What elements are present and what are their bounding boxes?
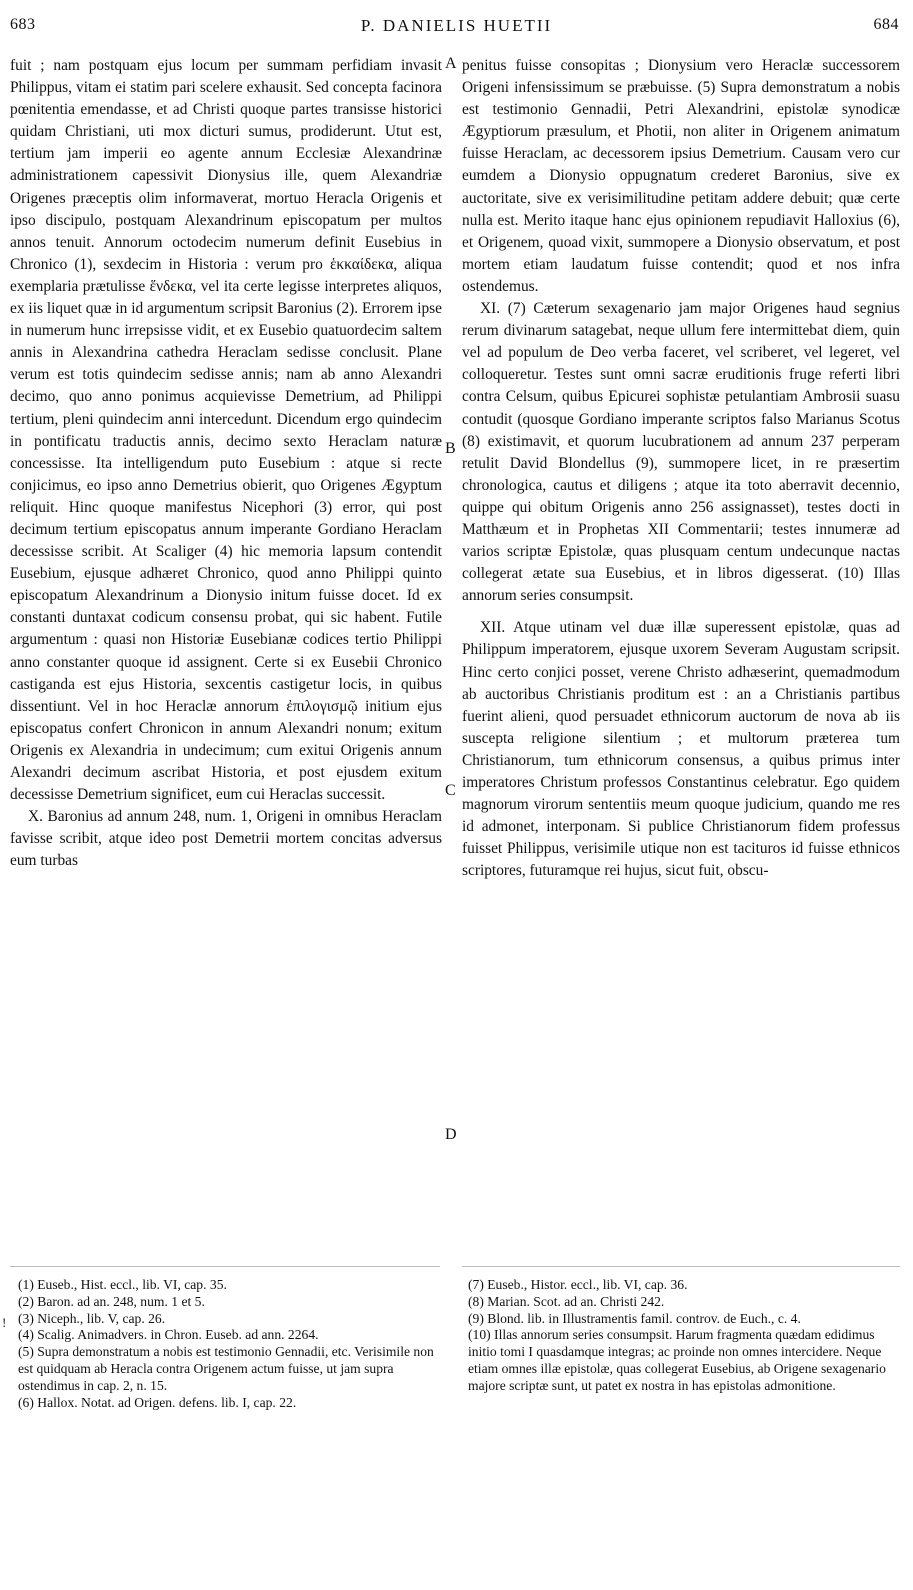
- left-paragraph-2: X. Baronius ad annum 248, num. 1, Origeni in omnibus Heraclam favisse scribit, atque ideo post Demetrii mortem concitas adversus eum turbas: [10, 808, 442, 870]
- section-marker-a: A: [445, 55, 457, 72]
- footnote-item: (1) Euseb., Hist. eccl., lib. VI, cap. 35.: [18, 1277, 227, 1292]
- footnote-item: (10) Illas annorum series consumpsit. Harum fragmenta quædam edidimus initio tomi I quasdamque integras; ac proinde non omnes intercidere. Neque etiam omnes illæ epistolæ, quas collegerat Eusebius, ab Origene sexagenario majore scriptæ sunt, ut patet ex nostra in has epistolas admonitione.: [468, 1327, 886, 1393]
- section-marker-c: C: [445, 782, 456, 799]
- footnote-item: (4) Scalig. Animadvers. in Chron. Euseb. ad ann. 2264.: [18, 1327, 319, 1343]
- margin-mark: !: [2, 1315, 7, 1330]
- footnote-item: (9) Blond. lib. in Illustramentis famil. controv. de Euch., c. 4.: [468, 1310, 801, 1326]
- section-marker-b: B: [445, 440, 456, 457]
- page-number-right: 684: [873, 16, 899, 33]
- footnote-item: (6) Hallox. Notat. ad Origen. defens. lib. I, cap. 22.: [18, 1394, 297, 1410]
- footnote-rule-left: [10, 1266, 440, 1267]
- running-title: P. DANIELIS HUETII: [360, 16, 553, 35]
- footnote-item: (7) Euseb., Histor. eccl., lib. VI, cap. 36.: [468, 1277, 688, 1292]
- footnote-item: (3) Niceph., lib. V, cap. 26.: [18, 1310, 166, 1326]
- footnotes-left: [18, 1277, 438, 1411]
- left-column: [10, 55, 442, 872]
- footnote-item: (2) Baron. ad an. 248, num. 1 et 5.: [18, 1293, 205, 1309]
- right-paragraph-3: XII. Atque utinam vel duæ illæ superessent epistolæ, quas ad Philippum imperatorem, ejusque uxorem Severam Augustam scripsit. Hinc certo conjici posset, verene Christo adhæserint, quemadmodum ab auctoribus Christianis proditum est : an a Christianis partibus fuerint alieni, quod persuadet ethnicorum auctorum de nova ab iis suscepta religione silentium ; et multorum præterea tum Christianorum, tum ethnicorum consensus, a quibus primus inter imperatores Christum professos Constantinus celebratur. Ego quidem magnorum virorum sententiis meum quoque judicium, quando me res id admonet, interponam. Si publice Christianorum fidem professus fuisset Philippus, verisimile utique non est tacituros id fuisse ethnicos scriptores, futuramque rei hujus, sicut fuit, obscu-: [462, 619, 900, 880]
- page-number-left: 683: [10, 16, 36, 33]
- footnote-item: (5) Supra demonstratum a nobis est testimonio Gennadii, etc. Verisimile non est quidquam ab Heracla contra Origenem actum fuisse, ut jam supra ostendimus in cap. 2, n. 15.: [18, 1344, 434, 1393]
- footnote-item: (8) Marian. Scot. ad an. Christi 242.: [468, 1293, 665, 1309]
- right-paragraph-1: penitus fuisse consopitas ; Dionysium vero Heraclæ successorem Origeni infensissimum se præbuisse. (5) Supra demonstratum a nobis est testimonio Gennadii, Petri Alexandrini, epistolæ synodicæ Ægyptiorum præsulum, et Photii, non aliter in Origenem animatum fuisse Heraclam, ac decessorem ipsius Demetrium. Causam vero cur eumdem a Dionysio oppugnatum crederet Baronius, sive ex auctoritate, sive ex verisimilitudine petitam addere debuit; quæ certe nulla est. Merito itaque hanc ejus opinionem repudiavit Halloxius (6), et Origenem, quoad vixit, summopere a Dionysio observatum, et post mortem etiam laudatum fuisse contendit; quod et nos infra ostendemus.: [462, 57, 900, 295]
- footnotes-right: [468, 1277, 900, 1395]
- footnote-rule-right: [462, 1266, 900, 1267]
- right-column: [462, 55, 900, 882]
- left-paragraph-1: fuit ; nam postquam ejus locum per summam perfidiam invasit Philippus, vitam ei statim pari scelere exhausit. Sed concepta facinora pœnitentia emendasse, et ad Christi quoque partes transisse historici quidam Christiani, uti mox dicturi sumus, prodiderunt. Utut est, tertium jam imperii eo agente annum Ecclesiæ Alexandrinæ administrationem capessivit Dionysius ille, quem Alexandriæ Origenes præceptis olim informaverat, mortuo Heracla Origenis et ipso discipulo, postquam Alexandrinum episcopatum per multos annos tenuit. Annorum octodecim numerum definit Eusebius in Chronico (1), sexdecim in Historia : verum pro ἑκκαίδεκα, aliqua exemplaria prætulisse ἕνδεκα, vel ita certe legisse interpretes aliquos, ex iis liquet quæ in id argumentum scripsit Baronius (2). Errorem ipse in numerum hunc irrepsisse vidit, et ex Eusebio quatuordecim saltem annis in Alexandrina cathedra Heraclam sedisse conclusit. Plane verum est totis quindecim sedisse annis; nam ab anno Alexandri decimo, quo anno ponimus acquievisse Demetrium, ad Philippi tertium, pleni quindecim anni intercedunt. Dicendum ergo quindecim in pontificatu traductis annis, decimo sexto Heraclam naturæ concessisse. Ita intelligendum puto Eusebium : atque si recte conjicimus, eo ipso anno Demetrius obierit, quo Origenes Ægyptum reliquit. Hinc quoque manifestus Nicephori (3) error, qui post decimum tertium episcopatus annum imperante Gordiano Heraclam decessisse scribit. At Scaliger (4) hic memoria lapsum contendit Eusebium, ejusque adhæret Chronico, quod anno Philippi quinto episcopatum Alexandrinum a Dionysio initum fuisse docet. Id ex constanti duntaxat codicum consensu probat, qui sic habent. Futile argumentum : quasi non Historiæ Eusebianæ codices tertio Philippi anno constanter quoque id assignent. Certe si ex Eusebii Chronico castiganda est ejus Historia, sexcentis castigetur locis, in quibus dissentiunt. Vel in hoc Heraclæ annorum ἐπιλογισμῷ initium ejus episcopatus confert Chronicon in annum Alexandri nonum; exitum Origenis ex Alexandria in undecimum; cum exitui Origenis annum Alexandri decimum ascribat Historia, et post ejusdem exitum decessisse Demetrium significet, eum cui Heraclas successit.: [10, 57, 442, 804]
- right-paragraph-2: XI. (7) Cæterum sexagenario jam major Origenes haud segnius rerum divinarum satagebat, neque ullum fere intermittebat diem, quin vel ad populum de Deo verba faceret, vel scriberet, vel legeret, vel colloqueretur. Testes sunt omni sacræ eruditionis fruge referti libri contra Celsum, quibus Epicurei sophistæ petulantiam Ambrosii suasu contudit (quosque Gordiano imperante scriptos falso Marianus Scotus (8) existimavit, et quorum lucubrationem ad annum 237 perperam retulit David Blondellus (9), summopere licet, in re præsertim chronologica, cautus et diligens ; atque ita toto aberravit decennio, quippe qui obitum Origenis anno 256 assignasset), testes docti in Matthæum et in Prophetas XII Commentarii; testes innumeræ ad varios scriptæ Epistolæ, quas plusquam centum undecunque nactas collegerat ætate sua Eusebius, et in libros digesserat. (10) Illas annorum series consumpsit.: [462, 300, 900, 605]
- section-marker-d: D: [445, 1126, 457, 1143]
